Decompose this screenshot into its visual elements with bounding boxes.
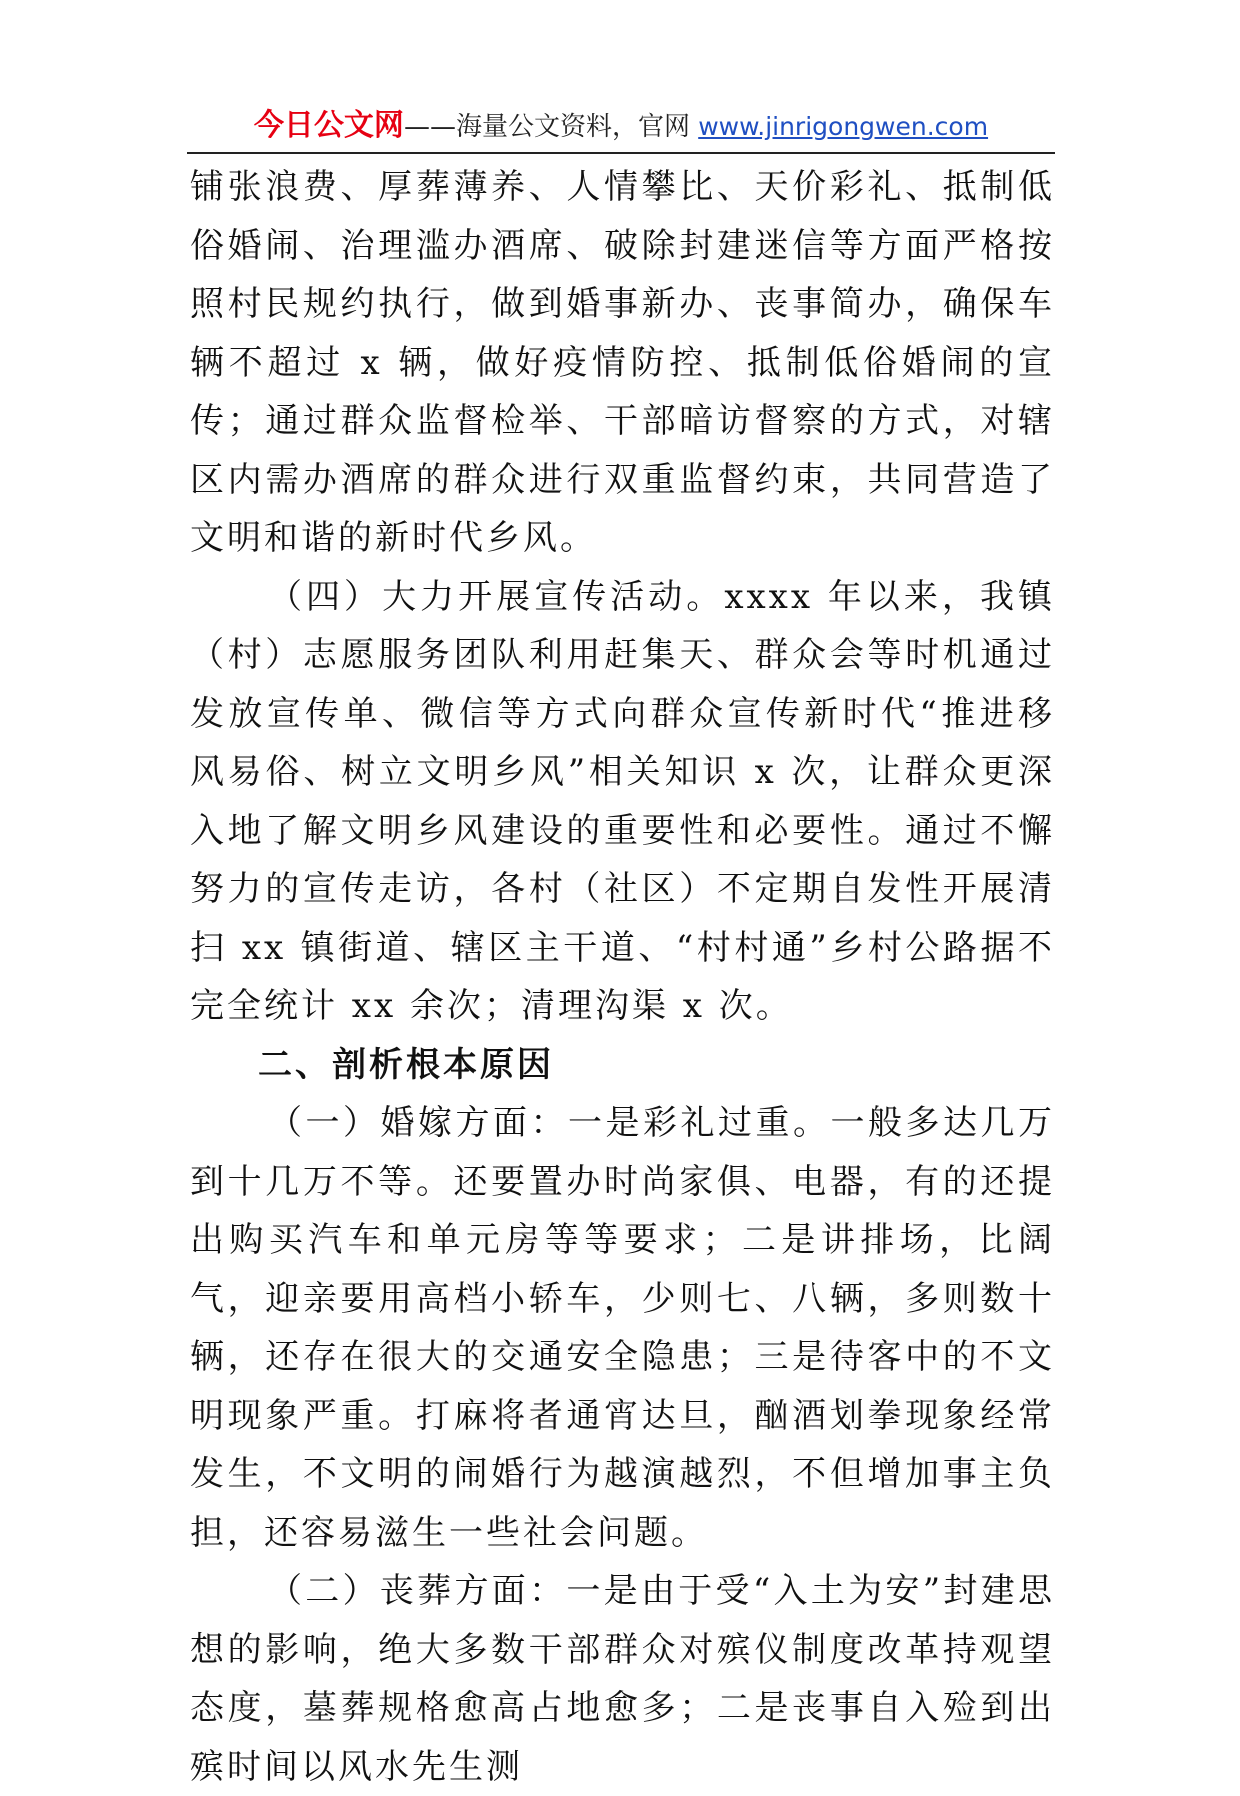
- header-tagline: ——海量公文资料，官网: [403, 112, 699, 142]
- document-body: [190, 158, 1055, 1796]
- section-heading-root-causes: 二、剖析根本原因: [258, 1044, 554, 1085]
- paragraph-publicity-activities: （四）大力开展宣传活动。xxxx 年以来，我镇（村）志愿服务团队利用赶集天、群众会等时机通过发放宣传单、微信等方式向群众宣传新时代“推进移风易俗、树立文明乡风”相关知识 x 次，让群众更深入地了解文明乡风建设的重要性和必要性。通过不懈努力的宣传走访，各村（社区）不定期自发性开展清扫 xx 镇街道、辖区主干道、“村村通”乡村公路据不完全统计 xx 余次；清理沟渠 x 次。: [190, 576, 1055, 1026]
- brand-logo-text: 今日公文网: [253, 108, 404, 143]
- paragraph-marriage: （一）婚嫁方面：一是彩礼过重。一般多达几万到十几万不等。还要置办时尚家俱、电器，有的还提出购买汽车和单元房等等要求；二是讲排场，比阔气，迎亲要用高档小轿车，少则七、八辆，多则数十辆，还存在很大的交通安全隐患；三是待客中的不文明现象严重。打麻将者通宵达旦，酗酒划拳现象经常发生，不文明的闹婚行为越演越烈，不但增加事主负担，还容易滋生一些社会问题。: [190, 1103, 1055, 1553]
- paragraph-continued: 铺张浪费、厚葬薄养、人情攀比、天价彩礼、抵制低俗婚闹、治理滥办酒席、破除封建迷信等方面严格按照村民规约执行，做到婚事新办、丧事简办，确保车辆不超过 x 辆，做好疫情防控、抵制低俗婚闹的宣传；通过群众监督检举、干部暗访督察的方式，对辖区内需办酒席的群众进行双重监督约束，共同营造了文明和谐的新时代乡风。: [190, 167, 1055, 558]
- website-link[interactable]: www.jinrigongwen.com: [698, 112, 989, 141]
- page-header: [187, 106, 1055, 154]
- paragraph-funeral: （二）丧葬方面：一是由于受“入土为安”封建思想的影响，绝大多数干部群众对殡仪制度改革持观望态度，墓葬规格愈高占地愈多；二是丧事自入殓到出殡时间以风水先生测: [190, 1571, 1055, 1787]
